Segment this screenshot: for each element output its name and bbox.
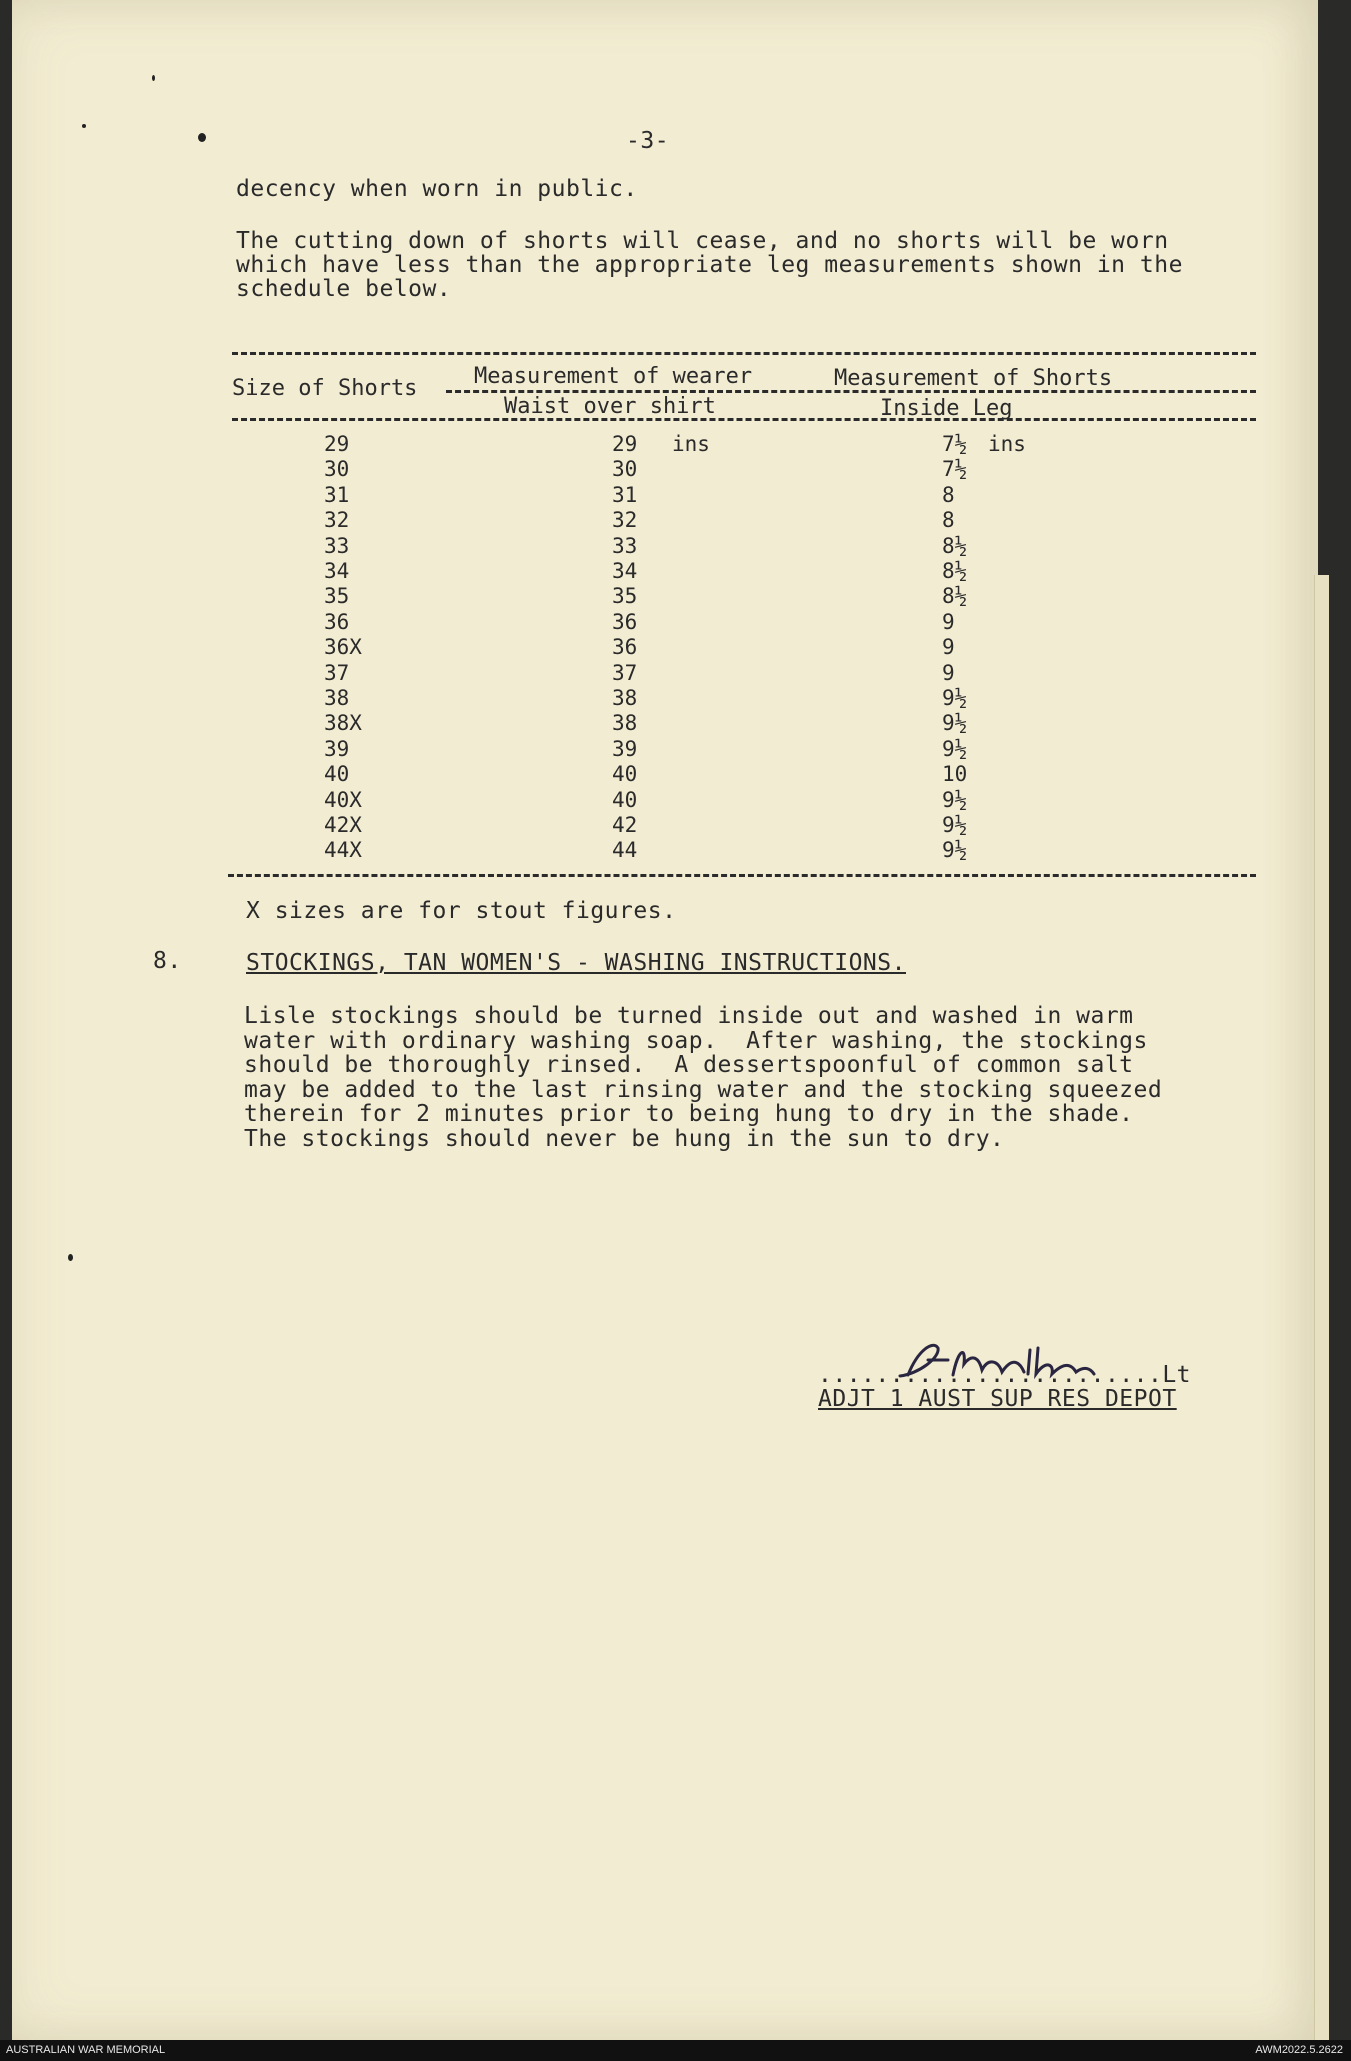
cell-leg: 9½ bbox=[942, 787, 968, 812]
cell-waist: 38 bbox=[612, 686, 638, 710]
cell-waist: 35 bbox=[612, 584, 638, 609]
cell-leg: 8½ bbox=[942, 559, 968, 583]
cell-leg: 10 bbox=[942, 762, 968, 787]
cell-leg: 7½ bbox=[942, 457, 968, 482]
unit-waist: ins bbox=[672, 432, 710, 456]
cell-waist: 38 bbox=[612, 711, 638, 736]
cell-leg: 9 bbox=[942, 635, 955, 660]
shorts-paragraph: The cutting down of shorts will cease, and no shorts will be worn which have less than the appropriate leg measurements shown in the schedule below. bbox=[236, 228, 1183, 302]
cell-size: 35 bbox=[324, 584, 350, 609]
cell-leg: 9½ bbox=[942, 838, 968, 863]
cell-waist: 40 bbox=[612, 787, 638, 812]
cell-waist: 29 bbox=[612, 432, 638, 456]
cell-waist: 42 bbox=[612, 813, 638, 837]
footer-institution: AUSTRALIAN WAR MEMORIAL bbox=[6, 2044, 166, 2056]
table-row bbox=[228, 813, 1228, 838]
table-row bbox=[228, 686, 1228, 711]
table-row bbox=[228, 508, 1228, 533]
cell-waist: 39 bbox=[612, 736, 638, 761]
cell-size: 38X bbox=[324, 711, 362, 736]
footer-reference: AWM2022.5.2622 bbox=[1255, 2044, 1343, 2056]
cell-leg: 9½ bbox=[942, 686, 968, 710]
cell-waist: 36 bbox=[612, 635, 638, 660]
table-row bbox=[228, 457, 1228, 482]
table-row bbox=[228, 737, 1228, 762]
cell-waist: 40 bbox=[612, 762, 638, 787]
col-shorts-header: Measurement of Shorts bbox=[834, 366, 1113, 391]
cell-leg: 8½ bbox=[942, 533, 968, 558]
intro-line: decency when worn in public. bbox=[236, 176, 638, 202]
table-row bbox=[228, 788, 1228, 813]
cell-size: 42X bbox=[324, 813, 362, 837]
table-rule-top bbox=[232, 352, 1256, 355]
punch-mark bbox=[198, 133, 206, 142]
cell-size: 36X bbox=[324, 635, 362, 660]
signatory-title: ADJT 1 AUST SUP RES DEPOT bbox=[818, 1386, 1177, 1412]
cell-leg: 9½ bbox=[942, 813, 968, 837]
cell-size: 32 bbox=[324, 508, 350, 533]
cell-leg: 9½ bbox=[942, 711, 968, 736]
punch-mark bbox=[82, 124, 86, 128]
cell-waist: 34 bbox=[612, 559, 638, 583]
table-row bbox=[228, 661, 1228, 686]
col-shorts-subheader: Inside Leg bbox=[880, 396, 1013, 421]
table-row bbox=[228, 432, 1228, 457]
col-size-header: Size of Shorts bbox=[232, 376, 418, 401]
cell-waist: 33 bbox=[612, 533, 638, 558]
cell-size: 29 bbox=[324, 432, 350, 456]
cell-waist: 30 bbox=[612, 457, 638, 482]
cell-size: 44X bbox=[324, 838, 362, 863]
cell-size: 34 bbox=[324, 559, 350, 583]
section-8-body: Lisle stockings should be turned inside out and washed in warm water with ordinary washing soap. After washing, the stockings should be thoroughly rinsed. A dessertspoonful of common salt may be added to the last rinsing water and the stocking squeezed therein for 2 minutes prior to being hung to dry in the shade. The stockings should never be hung in the sun to dry. bbox=[244, 1003, 1163, 1152]
table-rule-mid bbox=[446, 390, 1256, 393]
col-wearer-subheader: Waist over shirt bbox=[504, 394, 716, 419]
section-8-heading: STOCKINGS, TAN WOMEN'S - WASHING INSTRUCTIONS. bbox=[246, 950, 906, 976]
table-rule-bottom bbox=[228, 874, 1256, 877]
cell-leg: 8 bbox=[942, 508, 955, 533]
page-fold-edge bbox=[1314, 575, 1329, 2040]
table-row bbox=[228, 635, 1228, 660]
cell-waist: 32 bbox=[612, 508, 638, 533]
cell-leg: 8 bbox=[942, 482, 955, 507]
col-wearer-header: Measurement of wearer bbox=[474, 364, 753, 389]
signature-dots-line: ........................Lt bbox=[818, 1362, 1192, 1388]
cell-size: 33 bbox=[324, 533, 350, 558]
table-row bbox=[228, 762, 1228, 787]
cell-size: 40 bbox=[324, 762, 350, 787]
cell-size: 39 bbox=[324, 736, 350, 761]
cell-size: 31 bbox=[324, 482, 350, 507]
x-sizes-note: X sizes are for stout figures. bbox=[246, 898, 677, 924]
cell-waist: 31 bbox=[612, 482, 638, 507]
cell-leg: 9 bbox=[942, 660, 955, 685]
cell-leg: 8½ bbox=[942, 584, 968, 609]
cell-waist: 37 bbox=[612, 660, 638, 685]
table-row bbox=[228, 534, 1228, 559]
cell-size: 37 bbox=[324, 660, 350, 685]
table-row bbox=[228, 610, 1228, 635]
section-8-number: 8. bbox=[153, 948, 182, 974]
table-row bbox=[228, 711, 1228, 736]
page-number: -3- bbox=[626, 128, 670, 154]
cell-leg: 9 bbox=[942, 609, 955, 634]
table-row bbox=[228, 838, 1228, 863]
cell-size: 38 bbox=[324, 686, 350, 710]
table-row bbox=[228, 483, 1228, 508]
cell-leg: 7½ bbox=[942, 432, 968, 456]
cell-size: 36 bbox=[324, 609, 350, 634]
table-row bbox=[228, 584, 1228, 609]
punch-mark bbox=[152, 75, 155, 81]
table-rule-header-bottom bbox=[232, 418, 1256, 421]
cell-waist: 44 bbox=[612, 838, 638, 863]
table-row bbox=[228, 559, 1228, 584]
cell-waist: 36 bbox=[612, 609, 638, 634]
punch-mark bbox=[68, 1254, 73, 1261]
cell-size: 30 bbox=[324, 457, 350, 482]
cell-size: 40X bbox=[324, 787, 362, 812]
cell-leg: 9½ bbox=[942, 736, 968, 761]
archive-footer-bar bbox=[0, 2040, 1351, 2061]
unit-leg: ins bbox=[988, 432, 1026, 456]
